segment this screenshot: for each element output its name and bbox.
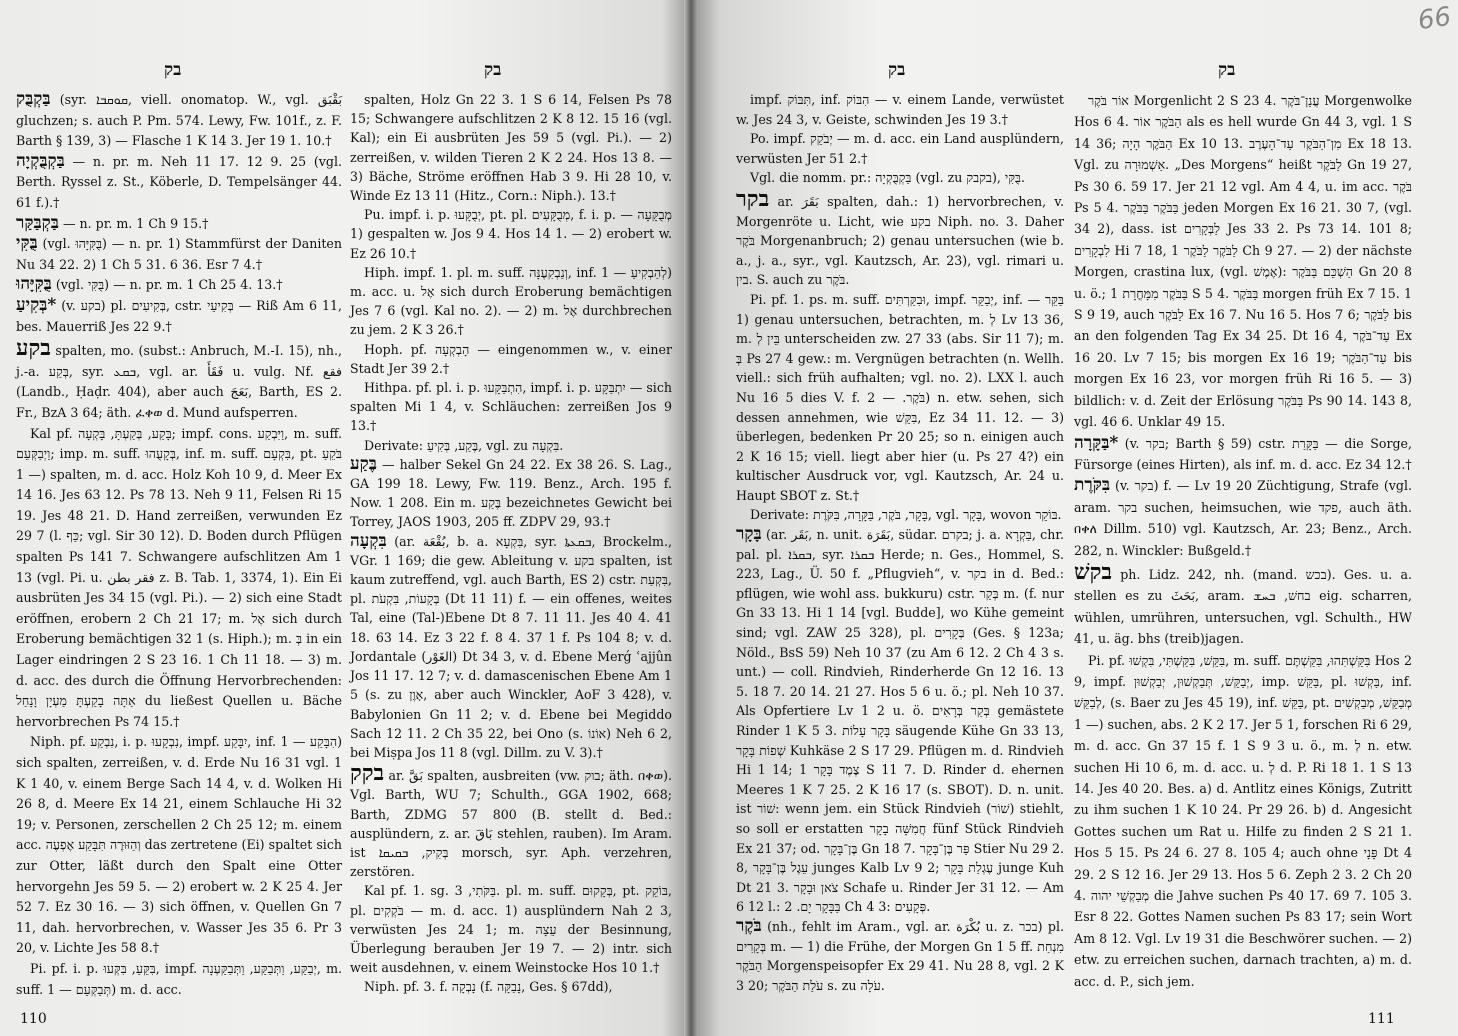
dictionary-entry [16, 152, 342, 214]
dictionary-entry [350, 436, 672, 455]
dictionary-entry [736, 525, 1064, 917]
entry-text: Po. impf. יְבֹקֵק — m. d. acc. ein Land ausplündern, verwüsten Jer 51 2.† [736, 131, 1064, 166]
dictionary-entry [16, 959, 342, 1000]
entry-text: Niph. pf. 3. f. נָבְקָה (f. נָבַקָּה, Ges. § 67dd), [364, 979, 613, 995]
entry-text: ph. Lidz. 242, nh. (mand. בכש). Ges. u. a. stellen es zu بَحَثَ, aram. בחשׁ, ܒܚܫ eig. scharren, wühlen, umrühren, untersuchen, vgl. Schulth., HW 41, u. äg. bhs (treib)jagen. [1074, 566, 1413, 647]
running-head: בק [484, 60, 502, 80]
entry-text: Hithpa. pf. pl. i. p. הִתְבַּקָּעוּ, impf. i. p. יִתְבַּקָּע — sich spalten Mi 1 4, v. Schläuchen: zerreißen Jos 9 13.† [350, 380, 672, 434]
dictionary-entry [16, 732, 342, 959]
entry-text: Kal pf. בָּקַע, בְּקַעְתָּ, בָּקְעָה; impf. cons. וַיִּבְקַע, m. suff. וַיְבַקְּעֵם; imp. m. suff. בְּקָעֻהוּ, inf. m. suff. בִּקְעָם, pt. בֹּקֵעַ — 1) spalten, m. d. acc. Holz Koh 10 9, d. Meer Ex 14 16. Jes 63 12. Ps 78 13. Neh 9 11, Felsen Ri 15 19. Jes 48 21. D. Hand zerreißen, verwunden Ez 29 7 (l. כַּף; vgl. Sir 30 12). D. Boden durch Pflügen spalten Ps 141 7. Schwangere aufschlitzen Am 1 13 (vgl. Pi. u. فقر بطن z. B. Tab. 1, 3374, 1). Ein Ei ausbrüten Jes 34 15 (vgl. Pi.). — 2) sich eine Stadt eröffnen, erobern 2 Ch 21 17; m. אֶל sich durch Eroberung bemächtigen 32 1 (s. Hiph.); m. בְּ in ein Lager eindringen 2 S 23 16. 1 Ch 11 18. — 3) m. d. acc. des durch die Öffnung Hervorbrechenden: אַתָּה בָקַעְתָּ מַעְיָן וָנָחַל du ließest Quellen u. Bäche hervorbrechen Ps 74 15.† [16, 425, 343, 729]
dictionary-column [1074, 90, 1412, 992]
entry-headword: בֻּקִּי [16, 233, 38, 254]
dictionary-entry [350, 881, 672, 977]
dictionary-entry [350, 205, 672, 263]
entry-text: Hiph. impf. 1. pl. m. suff. וְנַבְקִעֶנָּה, inf. לְהַבְקִיעַ — 1) m. acc. u. אֶל sich durch Eroberung bemächtigen Jes 7 6 (vgl. Kal no. 2). — 2) m. אֶל durchbrechen zu jem. 2 K 3 26.† [350, 264, 673, 338]
entry-text: ar. بَقَّ spalten, ausbreiten (vw. בוק; äth. በቀወ). Vgl. Barth, WU 7; Schulth., GGA 1902, 668; Barth, ZDMG 57 800 (B. stellt d. Bed.: ausplündern, z. ar. بَاقَ stehlen, rauben). Im Aram. ist בְּקִיק, ܒܩܝܩܐ morsch, syr. Aph. verzehren, zerstören. [350, 768, 672, 880]
dictionary-entry [16, 214, 342, 235]
dictionary-entry [16, 337, 342, 423]
dictionary-entry [350, 340, 672, 378]
entry-headword: בַּקְבֻּקְיָה [16, 150, 65, 171]
dictionary-entry [1074, 475, 1412, 561]
dictionary-entry [350, 455, 672, 532]
dictionary-entry [350, 90, 672, 205]
dictionary-entry [350, 762, 672, 881]
dictionary-entry [350, 532, 672, 762]
entry-text: Vgl. die nomm. pr.: בַּקְבֻּקְיָה (vgl. zu בקבק), בֻּקִּי. [750, 170, 1026, 186]
entry-headword: בקשׁ [1074, 558, 1112, 585]
dictionary-entry [736, 90, 1064, 129]
dictionary-entry [736, 917, 1064, 995]
entry-text: Pi. pf. i. p. בִּקֵּעַ, בִּקְּעוּ, impf. יְבַקַּע, וַתְּבַקַּע, וַתְּבַקַּעְנָה, m. suff. תְּבַקְּעֵם — 1) m. d. acc. [16, 960, 343, 997]
entry-text: — n. pr. m. Neh 11 17. 12 9. 25 (vgl. Berth. Ryssel z. St., Köberle, D. Tempelsänger 44. 61 f.).† [16, 153, 342, 210]
entry-headword: בֻּקִּיָּהוּ [16, 274, 52, 295]
entry-text: Pi. pf. בִּקֵּשׁ, בִּקַּשְׁתִּי, בִּקְשׁוּ, m. suff. בִּקַּשְׁתִּהוּ, בִּקַּשְׁתֶּם Hos 2 9, impf. יְבַקֵּשׁ, תְּבַקְשׁוּן, יְבַקְשׁוּן, imp. בַּקֵּשׁ, pl. בַּקְשׁוּ, inf. לְבַקֵּשׁ, (s. Baer zu Jes 45 19), inf. בַּקֵּשׁ, pt. מְבַקֵּשׁ, מְבַקְשִׁים — 1) suchen, abs. 2 K 2 17. Jer 5 1, forschen Ri 6 29, m. d. acc. Gn 37 15 f. 1 S 9 3 u. ö., m. לְ n. etw. suchen Hi 10 6, m. d. acc. u. לְ d. P. Ri 18 1. 1 S 13 14. Jes 40 20. Bes. a) d. Antlitz eines Königs, Zutritt zu ihm suchen 1 K 10 24. Pr 29 26. b) d. Angesicht Gottes suchen um Rat u. Hilfe zu finden 2 S 21 1. Hos 5 15. Ps 24 6. 27 8. 105 4; auch ohne פָּנָי Dt 4 29. 2 S 12 16. Jer 29 13. Hos 5 6. Zeph 2 3. 2 Ch 20 4. מְבַקְשֵׁי יהוה die Jahve suchen Ps 40 17. 69 7. 105 3. Esr 8 22. Gottes Namen suchen Ps 83 17; sein Wort Am 8 12. Vgl. Lv 19 31 die Beschwörer suchen. — 2) etw. zu erreichen suchen, darnach trachten, a) m. d. acc. d. P., sich jem. [1074, 652, 1413, 989]
dictionary-column [16, 90, 342, 1000]
entry-text: (v. בקע) pl. בְּקִיעִים, cstr. בְּקִיעֵי — Riß Am 6 11, bes. Mauerriß Jes 22 9.† [16, 297, 342, 334]
dictionary-column [350, 90, 672, 997]
handwritten-page-annotation: 66 [1416, 1, 1454, 37]
entry-text: ar. بَقَرَ spalten, dah.: 1) hervorbrechen, v. Morgenröte u. Licht, wie בקע Niph. no. 3. Daher בֹּקֶר Morgenanbruch; 2) genau untersuchen (wie b. a., j. a., syr., vgl. Kautzsch, Ar. 23), vgl. rimari u. בין. S. auch zu בֹּקֶר. [736, 193, 1065, 288]
entry-text: (ar. بُقْعَة, b. a. בִּקְעָא, syr. ܒܩܥܬܐ, Brockelm., VGr. 1 169; die gew. Ableitung v. בקע spalten, ist kaum zutreffend, vgl. auch Barth, ES 2) cstr. בִּקְעַת, pl. בְּקָעוֹת, בִּקְעֹת (Dt 11 11) f. — ein offenes, weites Tal, eine (Tal-)Ebene Dt 8 7. 11 11. Jes 40 4. 41 18. 63 14. Ez 3 22 f. 8 4. 37 1 f. Ps 104 8; v. d. Jordantale (الغَوْر) Dt 34 3, v. d. Ebene Merǵ ʿajjûn Jos 11 17. 12 7; v. d. damascenischen Ebene Am 1 5 (s. zu אָוֶן, aber auch Winckler, AoF 3 428), v. Babylonien Gn 11 2; v. d. Ebene bei Megiddo Sach 12 11. 2 Ch 35 22, bei Ono (s. אוֹנוֹ) Neh 6 2, bei Miṣpa Jos 11 8 (vgl. Dillm. zu V. 3).† [350, 533, 673, 760]
entry-text: — n. pr. m. 1 Ch 9 15.† [58, 215, 209, 231]
entry-text: Pu. impf. i. p. יְבֻקָּעוּ, pt. pl. מְבֻקָּעִים, f. i. p. מְבֻקָּעָה — 1) gespalten w. Jos 9 4. Hos 14 1. — 2) erobert w. Ez 26 10.† [350, 207, 673, 261]
entry-headword: בֹּקֶר [736, 915, 762, 936]
page-number: 111 [1368, 1011, 1395, 1027]
entry-text: Derivate: בָּקָר, בֹּקֶר, בַּקָּרָה, בִּקֹּרֶת, vgl. בָּקָר, wovon בּוֹקֵר. [750, 507, 1062, 523]
dictionary-entry [16, 296, 342, 337]
entry-headword: בְּקִיעַ* [16, 294, 57, 315]
entry-headword: בַּקָּרָה* [1074, 432, 1119, 453]
entry-text: (syr. ܩܘܩܒܐ, viell. onomatop. W., vgl. بَقْبَق gluchzen; s. auch P. Pm. 574. Lewy, Fw. 101f., z. F. Barth § 139, 3) — Flasche 1 K 14 3. Jer 19 1. 10.† [16, 92, 343, 149]
entry-text: spalten, Holz Gn 22 3. 1 S 6 14, Felsen Ps 78 15; Schwangere aufschlitzen 2 K 8 12. 15 16 (vgl. Kal); ein Ei ausbrüten Jes 59 5 (vgl. Pi.). — 2) zerreißen, v. wilden Tieren 2 K 2 24. Hos 13 8. — 3) Bäche, Ströme eröffnen Hab 3 9. Hi 28 10, v. Winde Ez 13 11 (Hitz., Corn.: Niph.). 13.† [350, 92, 672, 204]
dictionary-entry [1074, 650, 1412, 993]
entry-headword: בַּקְבַּקַּר [16, 212, 59, 233]
running-head: בק [888, 60, 906, 80]
dictionary-entry [736, 505, 1064, 525]
entry-text: Derivate: בֶּקַע, בְּקִיעַ, vgl. zu בִּקְעָה. [364, 437, 564, 453]
entry-text: אוֹר בֹּקֶר Morgenlicht 2 S 23 4. עֲנַן־בֹּקֶר Morgenwolke Hos 6 4. הַבֹּקֶר אוֹר als es hell wurde Gn 44 3, vgl. 1 S 14 36; הַבֹּקֶר הָיָה Ex 10 13. מִן־הַבֹּקֶר עַד־הָעֶרֶב Ex 18 13. Vgl. zu אַשְׁמוּרָה. „Des Morgens“ heißt לַבֹּקֶר Gn 19 27, Ps 30 6. 59 17. Jer 21 12 vgl. Am 4 4, u. im acc. בֹּקֶר Ps 5 4. בַּבֹּקֶר בַּבֹּקֶר jeden Morgen Ex 16 21. 30 7, (vgl. 34 2), dass. ist לַבְּקָרִים Jes 33 2. Ps 73 14. 101 8; לִבְקָרִים Hi 7 18, לַבֹּקֶר לַבֹּקֶר 1 Ch 9 27. — 2) der nächste Morgen, crastina lux, (vgl. אֶמֶשׁ): הַשְׁכֵּם בַּבֹּקֶר Gn 20 8 u. ö.; בַּבֹּקֶר מִמָּחֳרָת 1 S 5 4. בַּבֹּקֶר morgen früh Ex 7 15. 1 S 9 19, auch לַבֹּקֶר Ex 16 7. Nu 16 5. Hos 7 6; לַבֹּקֶר bis an den folgenden Tag Ex 34 25. Dt 16 4, עַד־בֹּקֶר Ex 16 20. Lv 7 15; bis morgen Ex 16 19; עַד־הַבֹּקֶר bis morgen Ex 16 23, vor morgen früh Ri 16 5. — 3) bildlich: v. d. Zeit der Erlösung בַּבֹּקֶר Ps 90 14. 143 8, vgl. 46 6. Unklar 49 15. [1074, 93, 1413, 430]
entry-headword: בקק [350, 760, 385, 787]
entry-text: (vgl. בֻּקִּיָּהוּ) — n. pr. 1) Stammfürst der Daniten Nu 34 22. 2) 1 Ch 5 31. 6 36. Esr 7 4.† [16, 236, 342, 272]
dictionary-entry [736, 129, 1064, 168]
entry-text: Hoph. pf. הָבְקְעָה — eingenommen w., v. einer Stadt Jer 39 2.† [350, 341, 672, 376]
entry-text: impf. תִּבּוֹק, inf. הִבּוֹק — v. einem Lande, verwüstet w. Jes 24 3, v. Geiste, schwinden Jes 19 3.† [736, 92, 1064, 127]
dictionary-entry [350, 378, 672, 436]
running-head: בק [164, 60, 182, 80]
dictionary-entry [16, 90, 342, 152]
entry-text: spalten, mo. (subst.: Anbruch, M.-I. 15), nh., j.-a. בְּקַע, syr. ܒܩܥ, vgl. ar. فَقَأَ u. vulg. Nf. فقع (Landb., Ḥaḍr. 404), aber auch بَعَجَ, Barth, ES 2. Fr., BzA 3 64; äth. ፈቀወ d. Mund aufsperren. [16, 343, 343, 420]
dictionary-column [736, 90, 1064, 995]
dictionary-entry [350, 977, 672, 996]
dictionary-entry [736, 168, 1064, 188]
entry-text: Niph. pf. נִבְקַע, i. p. נִבְקָעוּ, impf. יִבָּקַע, inf. הִבָּקַע — 1) sich spalten, zerreißen, v. d. Erde Nu 16 31 vgl. 1 K 1 40, v. einem Berge Sach 14 4, v. d. Wolken Hi 26 8, d. Meere Ex 14 21, einem Schlauche Hi 32 19; v. Personen, zerschellen 2 Ch 25 12; m. einem acc. וְהַזּוּרֶה תִּבָּקַע אֶפְעֶה das zertretene (Ei) spaltet sich zur Otter, läßt durch den Spalt eine Otter hervorgehn Jes 59 5. — 2) erobert w. 2 K 25 4. Jer 52 7. Ez 30 16. — 3) sich öffnen, v. Quellen Gn 7 11, dah. hervorbrechen, v. Wasser Jes 35 6. Pr 3 20, v. Lichte Jes 58 8.† [16, 734, 343, 956]
dictionary-entry [16, 424, 342, 733]
entry-text: (v. בקר) f. — Lv 19 20 Züchtigung, Strafe (vgl. aram. בקר suchen, heimsuchen, wie פקד, auch äth. በቀለ Dillm. 510) vgl. Kautzsch, Ar. 23; Benz., Arch. 282, n. Winckler: Bußgeld.† [1074, 478, 1412, 558]
book-gutter [684, 0, 698, 1036]
entry-text: (vgl. בֻּקִּי) — n. pr. m. 1 Ch 25 4. 13.† [51, 277, 283, 293]
running-head: בק [1218, 60, 1236, 80]
entry-text: Pi. pf. 1. ps. m. suff. וּבִקַּרְתִּים, impf. יְבַקֵּר, inf. בַּקֵּר — 1) genau untersuchen, betrachten, m. לְ Lv 13 36, m. בֵּין לְ unterscheiden zw. 27 33 (abs. Sir 11 7); m. בְּ Ps 27 4 gew.: m. Vergnügen betrachten (n. Wellh. viell.: sich früh aufhalten; vgl. no. 2). LXX l. auch Nu 16 5 dies V. f. בֹּקֶר. — 2) n. etw. sehen, sich dessen annehmen, wie בִּקֵּשׁ, Ez 34 11. 12. — 3) überlegen, bedenken Pr 20 25; so n. einigen auch 2 K 16 15; viell. liegt aber hier (u. Ps 27 4?) ein kultischer Ausdruck vor, vgl. Kautzsch, Ar. 24 u. Haupt SBOT z. St.† [736, 291, 1064, 503]
dictionary-entry [1074, 558, 1413, 650]
entry-headword: בִּקְעָה [350, 530, 387, 551]
dictionary-entry [1074, 433, 1412, 476]
entry-headword: בקע [16, 335, 51, 362]
dictionary-entry [350, 263, 672, 340]
dictionary-entry [736, 290, 1064, 506]
entry-text: (nh., fehlt im Aram., vgl. ar. بُكْرَة u. z. בכר) pl. בְּקָרִים m. — 1) die Frühe, der Morgen Gn 1 5 ff. מִנְחַת הַבֹּקֶר Morgenspeisopfer Ex 29 41. Nu 28 8, vgl. 2 K 3 20; עֹלַת הַבֹּקֶר s. zu עֹלָה. [736, 918, 1065, 993]
dictionary-entry [1074, 90, 1412, 433]
entry-text: — halber Sekel Gn 24 22. Ex 38 26. S. Lag., GA 199 18. Lewy, Fw. 119. Benz., Arch. 195 f. Now. 1 208. Ein m. בֶּקַע bezeichnetes Gewicht bei Torrey, JAOS 1903, 205 ff. ZDPV 29, 93.† [350, 456, 672, 530]
dictionary-entry [16, 275, 342, 296]
entry-headword: בִּקֹּרֶת [1074, 475, 1111, 496]
dictionary-entry [16, 234, 342, 275]
entry-headword: בָּקָר [736, 524, 762, 545]
entry-text: (v. בקר; Barth § 59) cstr. בַּקָּרַת — die Sorge, Fürsorge (eines Hirten), als inf. m. d. acc. Ez 34 12.† [1074, 435, 1412, 472]
entry-headword: בקר [736, 185, 770, 212]
dictionary-entry [736, 185, 1065, 290]
page-number: 110 [20, 1011, 47, 1027]
entry-headword: בֶּקַע [350, 453, 377, 474]
entry-text: (ar. بَقَر, n. unit. بَقَرَة, südar. בקרם; j. a. בַּקְרָא, chr. pal. pl. ܒܩܪܐ, syr. ܒܩܪܐ Herde; n. Ges., Hommel, S. 223, Lag., Ü. 50 f. „Pflugvieh“, v. בקר in d. Bed.: pflügen, wie wohl ass. bukkuru) cstr. בְּקַר m. (f. nur Gn 33 13. Hi 1 14 [vgl. Budde], wo Kühe gemeint sind; vgl. ZAW 25 328), pl. בְּקָרִים (Ges. § 123a; Nöld., BsS 59) Neh 10 37 (zu Am 6 12. 2 Ch 4 3 s. unt.) — coll. Rindvieh, Rinderherde Gn 12 16. 13 5. 18 7. 20 14. 21 27. Hos 5 6 u. ö.; pl. Neh 10 37. Als Opfertiere Lv 1 2 u. ö. בְּקַר בְּרָאִים gemästete Rinder 1 K 5 3. בָּקָר עָלוֹת säugende Kühe Gn 33 13, שְׁפוֹת בָּקָר Kuhkäse 2 S 17 29. Pflügen m. d. Rindvieh Hi 1 14; צֶמֶד בָּקָר 1 S 11 7. D. Rinder d. ehernen Meeres 1 K 7 25. 2 K 16 17 (s. SBOT). D. n. unit. ist שׁוֹר: wenn jem. ein Stück Rindvieh (שׁוֹר) stiehlt, so soll er erstatten חֲמִשָּׁה בָקָר fünf Stück Rindvieh Ex 21 37; od. בֶּן־בָּקָר Gn 18 7. פַּר בֶּן־בָּקָר Stier Nu 29 2. 8, עֵגֶל בֶּן־בָּקָר junges Kalb Lv 9 2; עֶגְלַת בָּקָר junge Kuh Dt 21 3. צֹאן וּבָקָר Schafe u. Rinder Jer 31 12. — Am 6 12 l.: בַּבָּקָר יָם. 2 Ch 4 3: פְּקָעִים. [736, 527, 1065, 915]
entry-text: Kal pf. 1. sg. בַּקֹּתִי, 3. pl. m. suff. בְּקָקוּם, pt. בּוֹקֵק, pl. בֹּקְקִים — m. d. acc. 1) ausplündern Nah 2 3, verwüsten Jes 24 1; m. עֵצָה der Besinnung, Überlegung berauben Jer 19 7. — 2) intr. sich weit ausdehnen, v. einem Weinstocke Hos 10 1.† [350, 883, 672, 976]
entry-headword: בַּקְבֻּק [16, 89, 51, 109]
